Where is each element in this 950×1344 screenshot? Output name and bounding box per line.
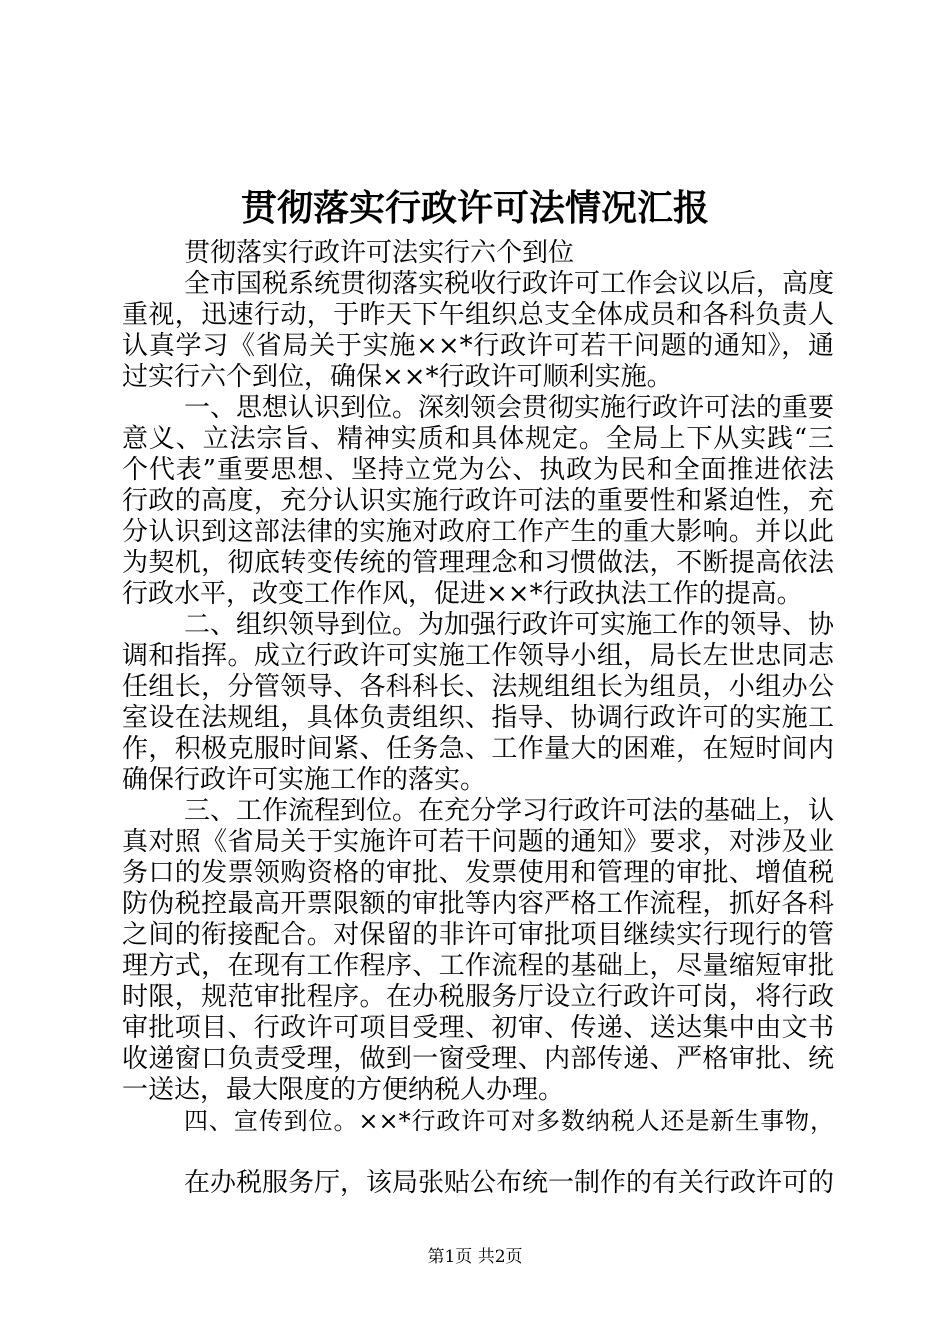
text-line: 全市国税系统贯彻落实税收行政许可工作会议以后，高度	[184, 269, 834, 299]
text-line: 审批项目、行政许可项目受理、初审、传递、送达集中由文书	[122, 1013, 834, 1043]
text-line: 三、工作流程到位。在充分学习行政许可法的基础上，认	[184, 796, 834, 826]
text-line: 室设在法规组，具体负责组织、指导、协调行政许可的实施工	[122, 703, 834, 733]
text-line: 行政的高度，充分认识实施行政许可法的重要性和紧迫性，充	[122, 486, 834, 516]
text-line: 时限，规范审批程序。在办税服务厅设立行政许可岗，将行政	[122, 982, 834, 1012]
text-line: 真对照《省局关于实施许可若干问题的通知》要求，对涉及业	[122, 827, 834, 857]
text-line: 重视，迅速行动，于昨天下午组织总支全体成员和各科负责人	[122, 300, 834, 330]
text-line: 之间的衔接配合。对保留的非许可审批项目继续实行现行的管	[122, 920, 834, 950]
text-line: 任组长，分管领导、各科科长、法规组组长为组员，小组办公	[122, 672, 834, 702]
text-line: 认真学习《省局关于实施××*行政许可若干问题的通知》，通	[122, 331, 834, 361]
text-line: 务口的发票领购资格的审批、发票使用和管理的审批、增值税	[122, 858, 834, 888]
text-line: 意义、立法宗旨、精神实质和具体规定。全局上下从实践“三	[122, 424, 834, 454]
text-line: 一送达，最大限度的方便纳税人办理。	[122, 1075, 565, 1105]
text-line: 行政水平，改变工作作风，促进××*行政执法工作的提高。	[122, 579, 803, 609]
text-line: 理方式，在现有工作程序、工作流程的基础上，尽量缩短审批	[122, 951, 834, 981]
text-line: 为契机，彻底转变传统的管理理念和习惯做法，不断提高依法	[122, 548, 834, 578]
text-line: 二、组织领导到位。为加强行政许可实施工作的领导、协	[184, 610, 834, 640]
text-line: 在办税服务厅，该局张贴公布统一制作的有关行政许可的	[184, 1168, 834, 1198]
text-line: 分认识到这部法律的实施对政府工作产生的重大影响。并以此	[122, 517, 834, 547]
text-line: 一、思想认识到位。深刻领会贯彻实施行政许可法的重要	[184, 393, 834, 423]
text-line: 作，积极克服时间紧、任务急、工作量大的困难，在短时间内	[122, 734, 834, 764]
text-line: 确保行政许可实施工作的落实。	[122, 765, 487, 795]
subtitle-line: 贯彻落实行政许可法实行六个到位	[184, 238, 575, 268]
text-line: 过实行六个到位，确保××*行政许可顺利实施。	[122, 362, 673, 392]
document-title: 贯彻落实行政许可法情况汇报	[240, 187, 709, 229]
text-line: 四、宣传到位。××*行政许可对多数纳税人还是新生事物，	[184, 1107, 834, 1135]
text-line: 收递窗口负责受理，做到一窗受理、内部传递、严格审批、统	[122, 1044, 834, 1074]
text-line: 个代表”重要思想、坚持立党为公、执政为民和全面推进依法	[122, 455, 834, 485]
page-footer: 第1页 共2页	[427, 1247, 523, 1267]
text-line: 调和指挥。成立行政许可实施工作领导小组，局长左世忠同志	[122, 641, 834, 671]
text-line: 防伪税控最高开票限额的审批等内容严格工作流程，抓好各科	[122, 889, 834, 919]
